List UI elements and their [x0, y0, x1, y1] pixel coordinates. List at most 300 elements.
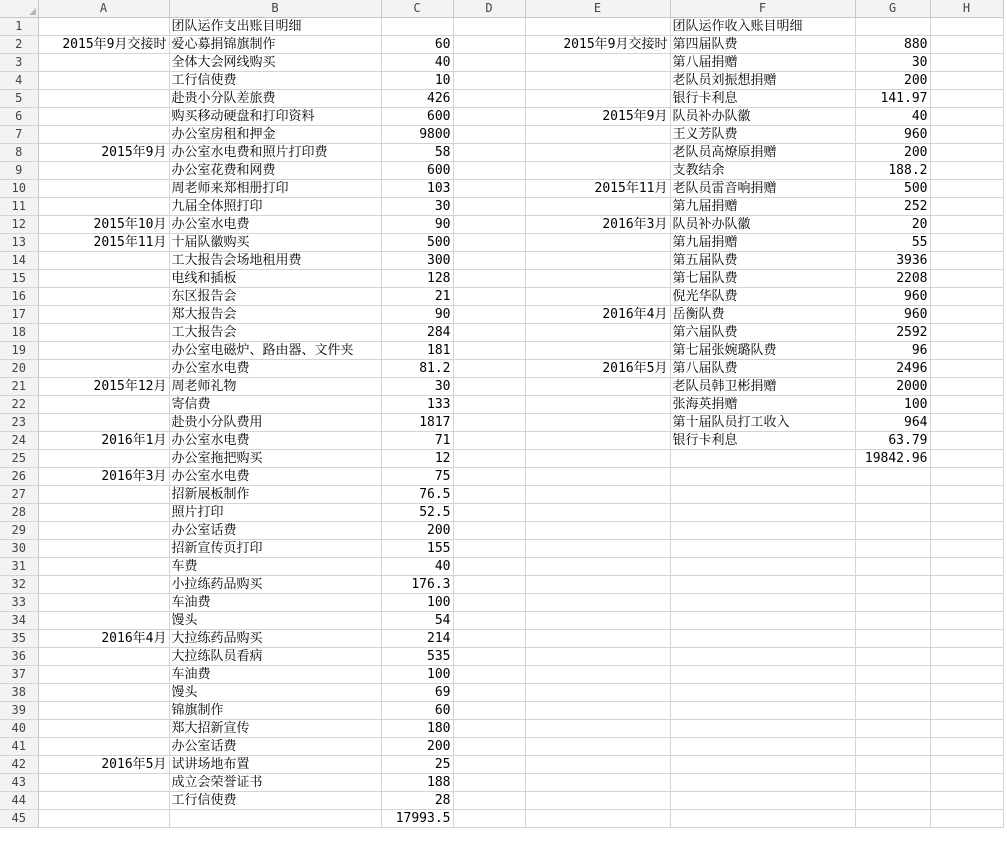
cell-b[interactable]: 周老师来郑相册打印	[169, 180, 381, 198]
cell-h[interactable]	[930, 468, 1003, 486]
cell-e[interactable]	[525, 774, 670, 792]
cell-f[interactable]	[670, 468, 855, 486]
cell-h[interactable]	[930, 576, 1003, 594]
cell-d[interactable]	[453, 432, 525, 450]
cell-f[interactable]	[670, 612, 855, 630]
cell-f[interactable]: 第九届捐赠	[670, 198, 855, 216]
cell-h[interactable]	[930, 738, 1003, 756]
cell-e[interactable]	[525, 720, 670, 738]
cell-g[interactable]: 19842.96	[855, 450, 930, 468]
cell-f[interactable]	[670, 450, 855, 468]
cell-g[interactable]: 960	[855, 306, 930, 324]
cell-f[interactable]	[670, 594, 855, 612]
cell-b[interactable]: 郑大报告会	[169, 306, 381, 324]
cell-f[interactable]: 老队员高燎原捐赠	[670, 144, 855, 162]
cell-f[interactable]: 第八届队费	[670, 360, 855, 378]
cell-b[interactable]: 办公室水电费	[169, 360, 381, 378]
cell-c[interactable]: 71	[381, 432, 453, 450]
row-header[interactable]: 39	[0, 702, 38, 720]
row-header[interactable]: 36	[0, 648, 38, 666]
cell-a[interactable]	[38, 360, 169, 378]
cell-f[interactable]	[670, 540, 855, 558]
cell-a[interactable]	[38, 576, 169, 594]
cell-h[interactable]	[930, 234, 1003, 252]
cell-c[interactable]: 100	[381, 666, 453, 684]
cell-b[interactable]: 十届队徽购买	[169, 234, 381, 252]
cell-g[interactable]: 188.2	[855, 162, 930, 180]
cell-a[interactable]: 2015年9月	[38, 144, 169, 162]
cell-d[interactable]	[453, 810, 525, 828]
cell-h[interactable]	[930, 720, 1003, 738]
cell-h[interactable]	[930, 90, 1003, 108]
cell-e[interactable]: 2016年5月	[525, 360, 670, 378]
row-header[interactable]: 45	[0, 810, 38, 828]
cell-h[interactable]	[930, 108, 1003, 126]
cell-e[interactable]	[525, 18, 670, 36]
column-header-b[interactable]: B	[169, 0, 381, 18]
cell-c[interactable]: 300	[381, 252, 453, 270]
cell-c[interactable]: 200	[381, 522, 453, 540]
cell-e[interactable]	[525, 684, 670, 702]
row-header[interactable]: 29	[0, 522, 38, 540]
cell-h[interactable]	[930, 54, 1003, 72]
cell-e[interactable]: 2016年4月	[525, 306, 670, 324]
cell-a[interactable]: 2016年3月	[38, 468, 169, 486]
cell-h[interactable]	[930, 756, 1003, 774]
row-header[interactable]: 19	[0, 342, 38, 360]
row-header[interactable]: 10	[0, 180, 38, 198]
cell-h[interactable]	[930, 270, 1003, 288]
cell-c[interactable]: 58	[381, 144, 453, 162]
cell-a[interactable]	[38, 288, 169, 306]
cell-e[interactable]	[525, 432, 670, 450]
cell-b[interactable]: 全体大会网线购买	[169, 54, 381, 72]
cell-a[interactable]	[38, 72, 169, 90]
cell-g[interactable]	[855, 756, 930, 774]
cell-a[interactable]	[38, 720, 169, 738]
cell-c[interactable]: 181	[381, 342, 453, 360]
cell-g[interactable]: 964	[855, 414, 930, 432]
cell-c[interactable]: 90	[381, 216, 453, 234]
cell-c[interactable]: 188	[381, 774, 453, 792]
cell-d[interactable]	[453, 414, 525, 432]
row-header[interactable]: 5	[0, 90, 38, 108]
cell-f[interactable]: 第十届队员打工收入	[670, 414, 855, 432]
cell-b[interactable]: 招新展板制作	[169, 486, 381, 504]
cell-a[interactable]	[38, 486, 169, 504]
cell-c[interactable]: 28	[381, 792, 453, 810]
cell-f[interactable]: 第七届队费	[670, 270, 855, 288]
cell-g[interactable]: 200	[855, 72, 930, 90]
cell-h[interactable]	[930, 198, 1003, 216]
cell-e[interactable]	[525, 486, 670, 504]
cell-h[interactable]	[930, 774, 1003, 792]
cell-d[interactable]	[453, 108, 525, 126]
cell-e[interactable]	[525, 234, 670, 252]
cell-e[interactable]: 2015年11月	[525, 180, 670, 198]
cell-g[interactable]: 63.79	[855, 432, 930, 450]
cell-b[interactable]: 团队运作支出账目明细	[169, 18, 381, 36]
cell-e[interactable]	[525, 738, 670, 756]
cell-a[interactable]	[38, 558, 169, 576]
row-header[interactable]: 43	[0, 774, 38, 792]
cell-e[interactable]	[525, 666, 670, 684]
row-header[interactable]: 3	[0, 54, 38, 72]
cell-c[interactable]: 60	[381, 702, 453, 720]
cell-g[interactable]: 2000	[855, 378, 930, 396]
cell-c[interactable]: 180	[381, 720, 453, 738]
cell-e[interactable]: 2015年9月交接时	[525, 36, 670, 54]
cell-f[interactable]: 老队员刘振想捐赠	[670, 72, 855, 90]
cell-b[interactable]: 办公室话费	[169, 738, 381, 756]
cell-d[interactable]	[453, 630, 525, 648]
cell-a[interactable]: 2015年9月交接时	[38, 36, 169, 54]
cell-c[interactable]: 81.2	[381, 360, 453, 378]
cell-h[interactable]	[930, 36, 1003, 54]
cell-g[interactable]: 96	[855, 342, 930, 360]
cell-g[interactable]	[855, 612, 930, 630]
row-header[interactable]: 30	[0, 540, 38, 558]
cell-h[interactable]	[930, 594, 1003, 612]
cell-b[interactable]: 办公室水电费	[169, 432, 381, 450]
cell-a[interactable]: 2015年12月	[38, 378, 169, 396]
cell-g[interactable]	[855, 810, 930, 828]
cell-g[interactable]	[855, 702, 930, 720]
cell-b[interactable]: 工大报告会	[169, 324, 381, 342]
cell-g[interactable]	[855, 18, 930, 36]
cell-d[interactable]	[453, 522, 525, 540]
cell-g[interactable]: 960	[855, 288, 930, 306]
cell-e[interactable]	[525, 378, 670, 396]
cell-a[interactable]	[38, 810, 169, 828]
cell-d[interactable]	[453, 270, 525, 288]
cell-f[interactable]: 王义芳队费	[670, 126, 855, 144]
cell-e[interactable]	[525, 126, 670, 144]
cell-a[interactable]	[38, 594, 169, 612]
cell-f[interactable]: 第六届队费	[670, 324, 855, 342]
cell-a[interactable]	[38, 54, 169, 72]
cell-g[interactable]: 880	[855, 36, 930, 54]
cell-e[interactable]: 2016年3月	[525, 216, 670, 234]
cell-d[interactable]	[453, 324, 525, 342]
row-header[interactable]: 8	[0, 144, 38, 162]
cell-f[interactable]: 老队员韩卫彬捐赠	[670, 378, 855, 396]
cell-f[interactable]: 岳衡队费	[670, 306, 855, 324]
cell-e[interactable]	[525, 162, 670, 180]
cell-c[interactable]: 21	[381, 288, 453, 306]
cell-c[interactable]: 75	[381, 468, 453, 486]
cell-d[interactable]	[453, 36, 525, 54]
row-header[interactable]: 26	[0, 468, 38, 486]
cell-g[interactable]: 500	[855, 180, 930, 198]
cell-e[interactable]	[525, 198, 670, 216]
cell-h[interactable]	[930, 540, 1003, 558]
cell-g[interactable]	[855, 774, 930, 792]
cell-e[interactable]	[525, 468, 670, 486]
cell-d[interactable]	[453, 162, 525, 180]
cell-c[interactable]: 10	[381, 72, 453, 90]
cell-g[interactable]: 252	[855, 198, 930, 216]
cell-h[interactable]	[930, 180, 1003, 198]
row-header[interactable]: 42	[0, 756, 38, 774]
cell-g[interactable]	[855, 468, 930, 486]
cell-d[interactable]	[453, 666, 525, 684]
cell-a[interactable]	[38, 396, 169, 414]
cell-b[interactable]: 馒头	[169, 684, 381, 702]
cell-c[interactable]	[381, 18, 453, 36]
cell-e[interactable]	[525, 558, 670, 576]
cell-e[interactable]	[525, 324, 670, 342]
cell-e[interactable]	[525, 342, 670, 360]
cell-c[interactable]: 25	[381, 756, 453, 774]
cell-f[interactable]: 第七届张婉璐队费	[670, 342, 855, 360]
cell-e[interactable]	[525, 576, 670, 594]
cell-c[interactable]: 155	[381, 540, 453, 558]
cell-f[interactable]: 第四届队费	[670, 36, 855, 54]
row-header[interactable]: 12	[0, 216, 38, 234]
row-header[interactable]: 23	[0, 414, 38, 432]
cell-a[interactable]	[38, 684, 169, 702]
row-header[interactable]: 4	[0, 72, 38, 90]
cell-c[interactable]: 426	[381, 90, 453, 108]
cell-a[interactable]	[38, 126, 169, 144]
cell-f[interactable]: 队员补办队徽	[670, 216, 855, 234]
row-header[interactable]: 44	[0, 792, 38, 810]
cell-h[interactable]	[930, 252, 1003, 270]
cell-f[interactable]	[670, 774, 855, 792]
cell-c[interactable]: 30	[381, 378, 453, 396]
cell-b[interactable]: 工行信使费	[169, 792, 381, 810]
cell-c[interactable]: 214	[381, 630, 453, 648]
cell-b[interactable]: 办公室电磁炉、路由器、文件夹	[169, 342, 381, 360]
cell-a[interactable]	[38, 612, 169, 630]
cell-c[interactable]: 100	[381, 594, 453, 612]
cell-f[interactable]	[670, 666, 855, 684]
cell-c[interactable]: 600	[381, 108, 453, 126]
row-header[interactable]: 38	[0, 684, 38, 702]
cell-b[interactable]: 大拉练队员看病	[169, 648, 381, 666]
cell-d[interactable]	[453, 684, 525, 702]
cell-d[interactable]	[453, 306, 525, 324]
cell-h[interactable]	[930, 396, 1003, 414]
cell-h[interactable]	[930, 378, 1003, 396]
cell-e[interactable]	[525, 540, 670, 558]
column-header-f[interactable]: F	[670, 0, 855, 18]
cell-b[interactable]: 赴贵小分队费用	[169, 414, 381, 432]
cell-c[interactable]: 1817	[381, 414, 453, 432]
cell-a[interactable]	[38, 648, 169, 666]
cell-d[interactable]	[453, 720, 525, 738]
cell-h[interactable]	[930, 126, 1003, 144]
cell-a[interactable]: 2016年4月	[38, 630, 169, 648]
cell-e[interactable]	[525, 648, 670, 666]
cell-f[interactable]	[670, 576, 855, 594]
cell-d[interactable]	[453, 72, 525, 90]
row-header[interactable]: 41	[0, 738, 38, 756]
row-header[interactable]: 13	[0, 234, 38, 252]
cell-c[interactable]: 9800	[381, 126, 453, 144]
cell-b[interactable]: 郑大招新宣传	[169, 720, 381, 738]
cell-a[interactable]: 2016年1月	[38, 432, 169, 450]
cell-h[interactable]	[930, 666, 1003, 684]
cell-c[interactable]: 200	[381, 738, 453, 756]
cell-g[interactable]: 2592	[855, 324, 930, 342]
column-header-a[interactable]: A	[38, 0, 169, 18]
cell-b[interactable]: 成立会荣誉证书	[169, 774, 381, 792]
cell-d[interactable]	[453, 468, 525, 486]
cell-h[interactable]	[930, 324, 1003, 342]
cell-e[interactable]	[525, 810, 670, 828]
cell-a[interactable]	[38, 522, 169, 540]
cell-c[interactable]: 128	[381, 270, 453, 288]
cell-g[interactable]: 960	[855, 126, 930, 144]
cell-b[interactable]: 办公室话费	[169, 522, 381, 540]
row-header[interactable]: 15	[0, 270, 38, 288]
row-header[interactable]: 24	[0, 432, 38, 450]
cell-e[interactable]	[525, 630, 670, 648]
row-header[interactable]: 27	[0, 486, 38, 504]
cell-a[interactable]: 2015年10月	[38, 216, 169, 234]
cell-h[interactable]	[930, 72, 1003, 90]
cell-d[interactable]	[453, 378, 525, 396]
cell-e[interactable]	[525, 612, 670, 630]
cell-b[interactable]: 办公室水电费	[169, 216, 381, 234]
cell-a[interactable]	[38, 270, 169, 288]
cell-a[interactable]	[38, 162, 169, 180]
cell-f[interactable]	[670, 756, 855, 774]
cell-d[interactable]	[453, 576, 525, 594]
cell-c[interactable]: 40	[381, 558, 453, 576]
cell-d[interactable]	[453, 216, 525, 234]
row-header[interactable]: 11	[0, 198, 38, 216]
cell-d[interactable]	[453, 144, 525, 162]
cell-h[interactable]	[930, 612, 1003, 630]
cell-h[interactable]	[930, 522, 1003, 540]
cell-g[interactable]: 55	[855, 234, 930, 252]
cell-a[interactable]	[38, 198, 169, 216]
cell-a[interactable]: 2015年11月	[38, 234, 169, 252]
cell-h[interactable]	[930, 18, 1003, 36]
cell-a[interactable]	[38, 540, 169, 558]
cell-h[interactable]	[930, 216, 1003, 234]
cell-d[interactable]	[453, 342, 525, 360]
cell-h[interactable]	[930, 792, 1003, 810]
cell-b[interactable]: 锦旗制作	[169, 702, 381, 720]
cell-f[interactable]	[670, 522, 855, 540]
cell-f[interactable]	[670, 558, 855, 576]
cell-a[interactable]	[38, 108, 169, 126]
column-header-h[interactable]: H	[930, 0, 1003, 18]
cell-e[interactable]	[525, 522, 670, 540]
cell-d[interactable]	[453, 360, 525, 378]
cell-e[interactable]	[525, 72, 670, 90]
cell-d[interactable]	[453, 90, 525, 108]
cell-g[interactable]	[855, 576, 930, 594]
cell-e[interactable]	[525, 504, 670, 522]
cell-f[interactable]: 第五届队费	[670, 252, 855, 270]
cell-d[interactable]	[453, 396, 525, 414]
cell-h[interactable]	[930, 432, 1003, 450]
cell-b[interactable]: 工大报告会场地租用费	[169, 252, 381, 270]
cell-f[interactable]	[670, 792, 855, 810]
cell-h[interactable]	[930, 684, 1003, 702]
cell-e[interactable]: 2015年9月	[525, 108, 670, 126]
cell-g[interactable]	[855, 720, 930, 738]
cell-d[interactable]	[453, 198, 525, 216]
cell-b[interactable]: 办公室花费和网费	[169, 162, 381, 180]
cell-a[interactable]	[38, 90, 169, 108]
cell-h[interactable]	[930, 810, 1003, 828]
cell-h[interactable]	[930, 702, 1003, 720]
cell-g[interactable]	[855, 684, 930, 702]
cell-f[interactable]: 支教结余	[670, 162, 855, 180]
cell-f[interactable]	[670, 684, 855, 702]
cell-f[interactable]: 银行卡利息	[670, 432, 855, 450]
cell-a[interactable]: 2016年5月	[38, 756, 169, 774]
cell-f[interactable]	[670, 738, 855, 756]
cell-e[interactable]	[525, 702, 670, 720]
cell-f[interactable]	[670, 720, 855, 738]
row-header[interactable]: 31	[0, 558, 38, 576]
cell-a[interactable]	[38, 18, 169, 36]
cell-a[interactable]	[38, 450, 169, 468]
cell-h[interactable]	[930, 288, 1003, 306]
cell-g[interactable]: 20	[855, 216, 930, 234]
cell-d[interactable]	[453, 648, 525, 666]
cell-h[interactable]	[930, 306, 1003, 324]
cell-e[interactable]	[525, 792, 670, 810]
cell-c[interactable]: 40	[381, 54, 453, 72]
cell-c[interactable]: 133	[381, 396, 453, 414]
cell-a[interactable]	[38, 414, 169, 432]
cell-d[interactable]	[453, 486, 525, 504]
cell-f[interactable]	[670, 630, 855, 648]
cell-c[interactable]: 284	[381, 324, 453, 342]
cell-a[interactable]	[38, 180, 169, 198]
cell-h[interactable]	[930, 558, 1003, 576]
cell-c[interactable]: 17993.5	[381, 810, 453, 828]
cell-d[interactable]	[453, 540, 525, 558]
cell-a[interactable]	[38, 774, 169, 792]
cell-b[interactable]: 办公室水电费和照片打印费	[169, 144, 381, 162]
cell-b[interactable]	[169, 810, 381, 828]
cell-b[interactable]: 赴贵小分队差旅费	[169, 90, 381, 108]
cell-b[interactable]: 办公室水电费	[169, 468, 381, 486]
cell-d[interactable]	[453, 126, 525, 144]
cell-e[interactable]	[525, 252, 670, 270]
cell-d[interactable]	[453, 774, 525, 792]
row-header[interactable]: 14	[0, 252, 38, 270]
column-header-d[interactable]: D	[453, 0, 525, 18]
cell-g[interactable]	[855, 486, 930, 504]
cell-c[interactable]: 600	[381, 162, 453, 180]
cell-e[interactable]	[525, 396, 670, 414]
cell-a[interactable]	[38, 504, 169, 522]
cell-e[interactable]	[525, 90, 670, 108]
cell-e[interactable]	[525, 288, 670, 306]
cell-h[interactable]	[930, 162, 1003, 180]
cell-d[interactable]	[453, 612, 525, 630]
cell-c[interactable]: 90	[381, 306, 453, 324]
cell-b[interactable]: 东区报告会	[169, 288, 381, 306]
cell-h[interactable]	[930, 486, 1003, 504]
cell-a[interactable]	[38, 342, 169, 360]
column-header-g[interactable]: G	[855, 0, 930, 18]
cell-g[interactable]: 2208	[855, 270, 930, 288]
cell-h[interactable]	[930, 360, 1003, 378]
cell-g[interactable]	[855, 504, 930, 522]
cell-e[interactable]	[525, 756, 670, 774]
